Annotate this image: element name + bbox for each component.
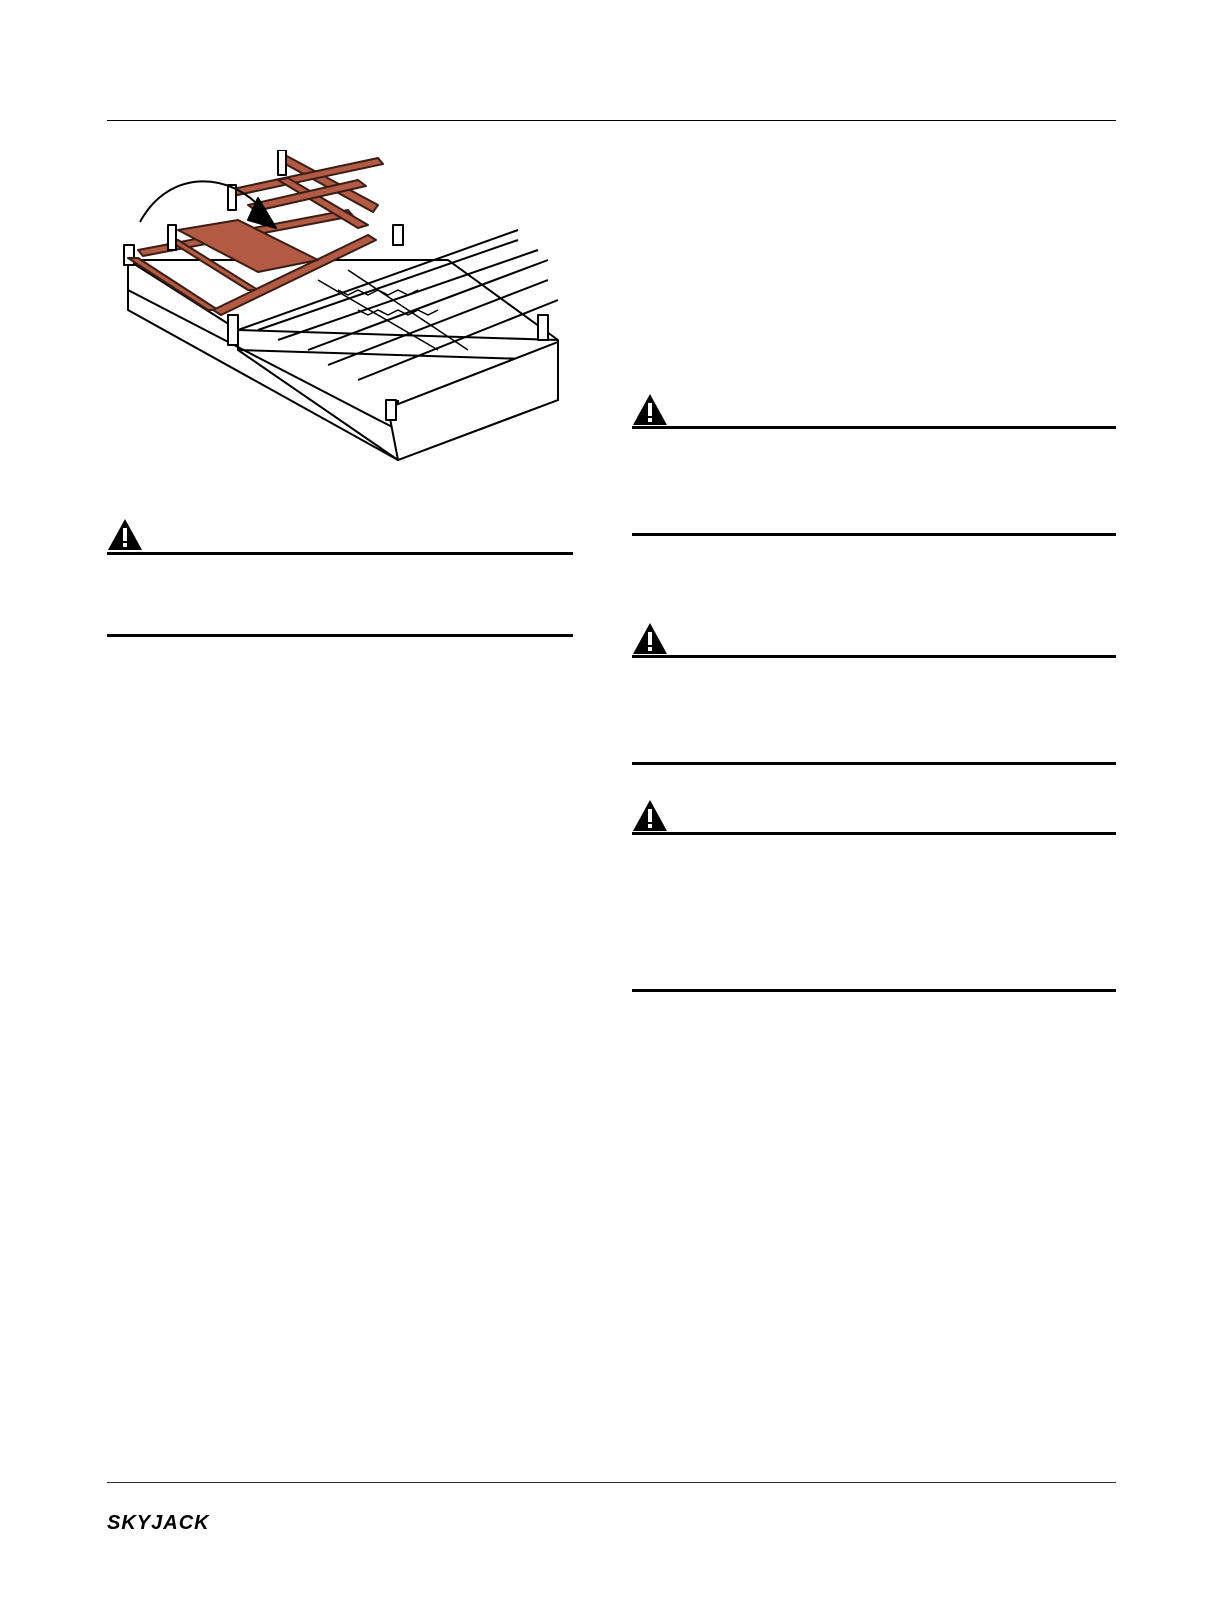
warning-block — [107, 518, 573, 640]
warning-top-rule — [632, 832, 1116, 835]
logo-text: SKYJACK — [107, 1512, 210, 1534]
skyjack-logo — [107, 1512, 210, 1535]
pallet-frame-illustration — [118, 150, 588, 480]
header-rule — [107, 120, 1116, 121]
warning-bottom-rule — [107, 634, 573, 637]
warning-bottom-rule — [632, 762, 1116, 765]
warning-top-rule — [107, 552, 573, 555]
warning-bottom-rule — [632, 989, 1116, 992]
warning-triangle-icon — [107, 518, 143, 551]
warning-triangle-icon — [632, 393, 668, 426]
warning-triangle-icon — [632, 799, 668, 832]
warning-block — [632, 799, 1116, 995]
warning-top-rule — [632, 426, 1116, 429]
warning-bottom-rule — [632, 533, 1116, 536]
warning-top-rule — [632, 655, 1116, 658]
footer-rule — [107, 1482, 1116, 1483]
warning-block — [632, 393, 1116, 539]
warning-block — [632, 622, 1116, 768]
warning-triangle-icon — [632, 622, 668, 655]
